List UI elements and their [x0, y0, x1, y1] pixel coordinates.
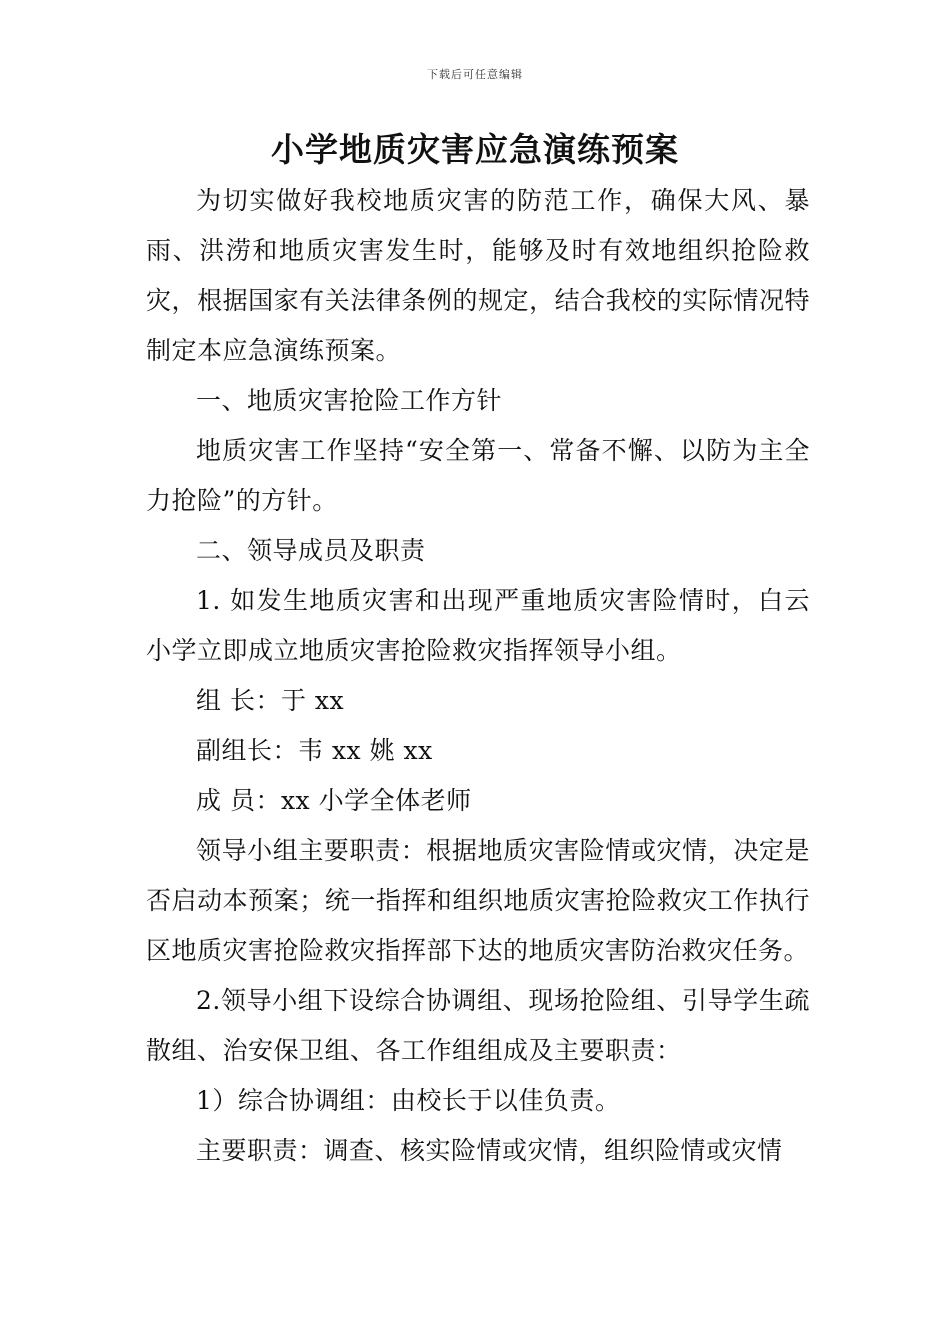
section-heading-1: 一、地质灾害抢险工作方针 — [196, 386, 503, 415]
paragraph-duties: 领导小组主要职责：根据地质灾害险情或灾情，决定是否启动本预案；统一指挥和组织地质灾害抢险救灾工作执行区地质灾害抢险救灾指挥部下达的地质灾害防治救灾任务。 — [146, 836, 810, 965]
header-note: 下载后可任意编辑 — [427, 68, 523, 81]
section-heading-2: 二、领导成员及职责 — [196, 536, 426, 565]
paragraph-subgroup-1-duties: 主要职责：调查、核实险情或灾情，组织险情或灾情 — [196, 1136, 783, 1165]
paragraph-intro: 为切实做好我校地质灾害的防范工作，确保大风、暴雨、洪涝和地质灾害发生时，能够及时有效地组织抢险救灾，根据国家有关法律条例的规定，结合我校的实际情况特制定本应急演练预案。 — [146, 186, 810, 365]
members-line: 成 员：xx 小学全体老师 — [196, 786, 472, 815]
paragraph-subgroup-1: 1）综合协调组：由校长于以佳负责。 — [196, 1086, 621, 1115]
deputy-leader-line: 副组长：韦 xx 姚 xx — [196, 736, 433, 765]
paragraph-item-2: 2.领导小组下设综合协调组、现场抢险组、引导学生疏散组、治安保卫组、各工作组组成及主要职责： — [146, 986, 810, 1065]
document-title: 小学地质灾害应急演练预案 — [271, 130, 679, 169]
paragraph-item-1: 1. 如发生地质灾害和出现严重地质灾害险情时，白云小学立即成立地质灾害抢险救灾指挥领导小组。 — [146, 586, 810, 665]
document-body — [146, 176, 810, 1176]
leader-line: 组 长：于 xx — [196, 686, 345, 715]
paragraph-policy: 地质灾害工作坚持“安全第一、常备不懈、以防为主全力抢险”的方针。 — [146, 436, 810, 515]
